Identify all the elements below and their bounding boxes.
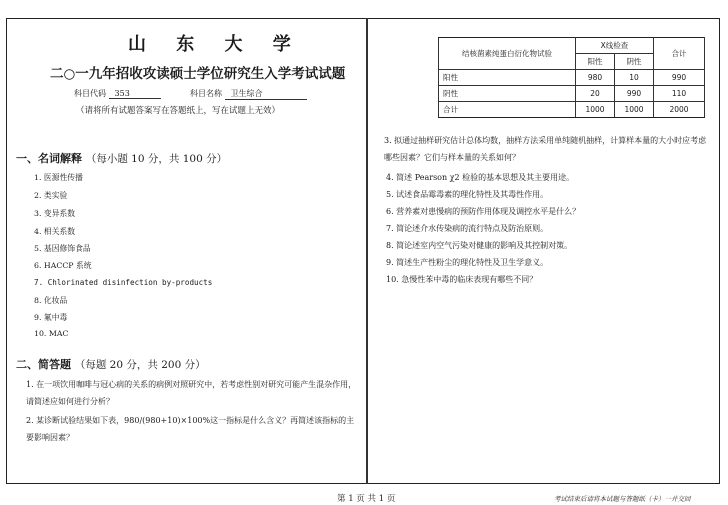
table-cell: 2000	[654, 102, 705, 118]
table-row	[439, 86, 705, 102]
subject-code-label: 科目代码	[74, 89, 106, 98]
subject-name-value: 卫生综合	[225, 88, 307, 100]
table-row	[439, 102, 705, 118]
list-item: 5. 试述食品霉毒素的理化特性及其毒性作用。	[386, 190, 549, 199]
answer-notice: （请将所有试题答案写在答题纸上，写在试题上无效）	[76, 106, 281, 116]
table-cell: 1000	[615, 102, 654, 118]
table-col-neg: 阴性	[615, 54, 654, 70]
table-cell: 990	[654, 70, 705, 86]
table-cell: 合计	[439, 102, 576, 118]
list-item: 6. HACCP 系统	[34, 261, 92, 270]
section1-title: 一、名词解释	[16, 152, 82, 165]
list-item: 2. 类实验	[34, 191, 68, 200]
table-group-header: X线检查	[576, 38, 654, 54]
column-divider	[366, 18, 368, 484]
subject-code	[74, 88, 161, 99]
table-col-pos: 阳性	[576, 54, 615, 70]
list-item: 7. 简论述介水传染病的流行特点及防治原则。	[386, 224, 549, 233]
diagnostic-test-table	[438, 37, 705, 118]
section1-scoring: （每小题 10 分，共 100 分）	[85, 153, 228, 165]
list-item: 4. 相关系数	[34, 227, 76, 236]
table-cell: 阴性	[439, 86, 576, 102]
table-cell: 阳性	[439, 70, 576, 86]
subject-name	[190, 88, 307, 100]
list-item: 7. Chlorinated disinfection by-products	[34, 278, 213, 287]
table-row-header: 结核菌素纯蛋白衍化物试验	[439, 38, 576, 70]
table-cell: 10	[615, 70, 654, 86]
question-2: 2. 某诊断试验结果如下表，980/(980+10)×100%这一指标是什么含义？再简述该指标的主要影响因素？	[26, 416, 355, 442]
list-item: 10. 急慢性苯中毒的临床表现有哪些不同？	[386, 275, 538, 284]
list-item: 5. 基因修饰食品	[34, 244, 91, 253]
university-name: 山 东 大 学	[128, 34, 303, 55]
page-number: 第 1 页 共 1 页	[337, 494, 396, 504]
table-cell: 1000	[576, 102, 615, 118]
list-item: 4. 简述 Pearson χ2 检验的基本思想及其主要用途。	[386, 173, 575, 182]
list-item: 6. 营养素对患慢病的预防作用体现及调控水平是什么？	[386, 207, 581, 216]
table-cell: 980	[576, 70, 615, 86]
question-3: 3. 拟通过抽样研究估计总体均数，抽样方法采用单纯随机抽样，计算样本量的大小时应考虑哪些因素？它们与样本量的关系如何？	[384, 136, 707, 162]
subject-code-value: 353	[109, 89, 161, 99]
list-item: 1. 医源性传播	[34, 173, 83, 182]
section1-heading	[16, 150, 227, 166]
list-item: 8. 简论述室内空气污染对健康的影响及其控制对策。	[386, 241, 573, 250]
exam-title: 二○一九年招收攻读硕士学位研究生入学考试试题	[50, 66, 346, 82]
table-cell: 20	[576, 86, 615, 102]
list-item: 9. 氟中毒	[34, 313, 68, 322]
list-item: 9. 简述生产性粉尘的理化特性及卫生学意义。	[386, 258, 549, 267]
table-row	[439, 70, 705, 86]
table-total-header: 合计	[654, 38, 705, 70]
section2-heading	[16, 356, 206, 372]
question-1: 1. 在一项饮用咖啡与冠心病的关系的病例对照研究中，若考虑性别对研究可能产生混杂作用，请简述应如何进行分析？	[26, 380, 357, 406]
table-cell: 990	[615, 86, 654, 102]
section2-title: 二、简答题	[16, 358, 71, 371]
list-item: 3. 变异系数	[34, 209, 76, 218]
table-cell: 110	[654, 86, 705, 102]
list-item: 10. MAC	[34, 329, 69, 338]
footer-note: 考试结束后请将本试题与答题纸（卡）一并交回	[554, 495, 691, 503]
section2-scoring: （每题 20 分，共 200 分）	[74, 359, 206, 371]
subject-name-label: 科目名称	[190, 89, 222, 98]
list-item: 8. 化妆品	[34, 296, 68, 305]
